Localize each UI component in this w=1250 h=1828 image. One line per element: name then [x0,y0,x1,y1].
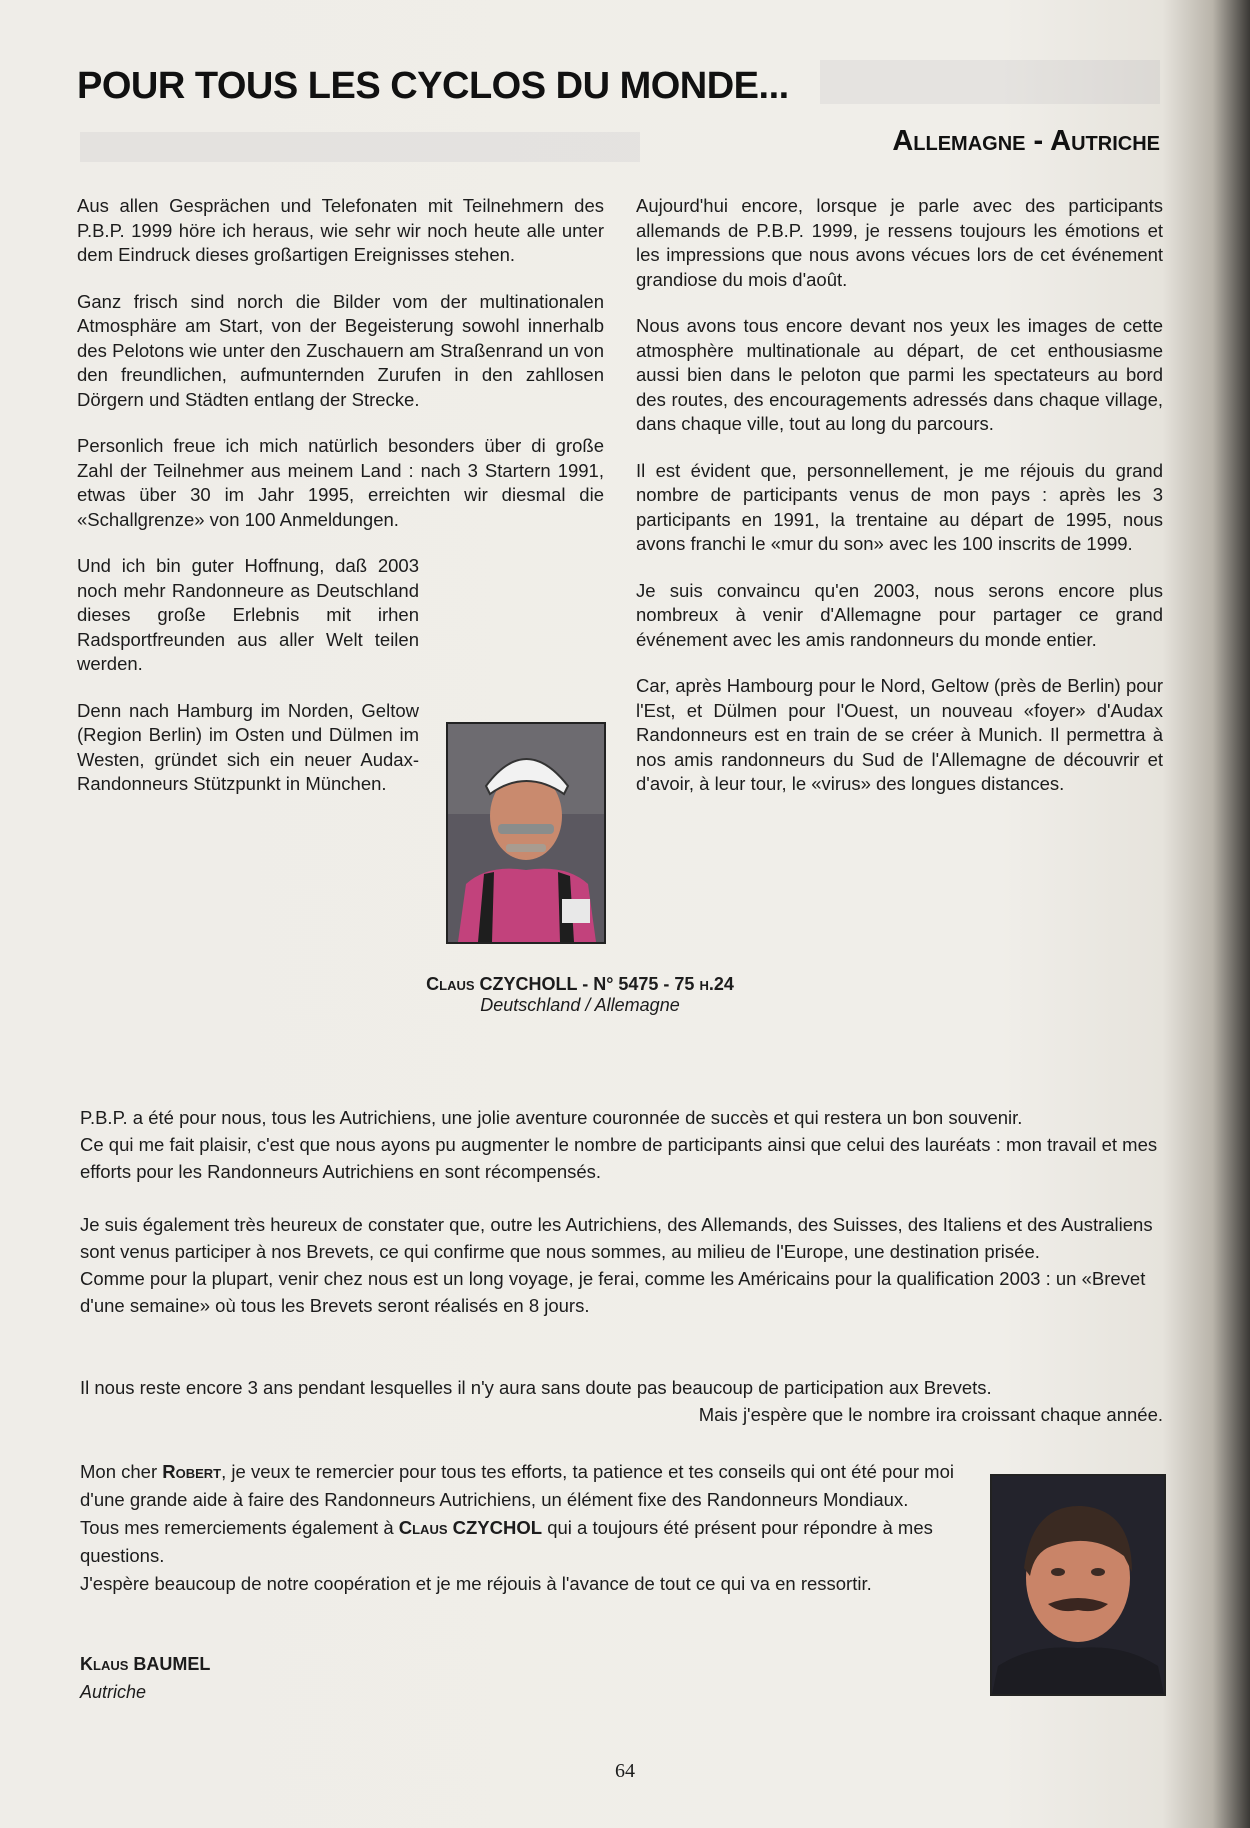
paragraph: Denn nach Hamburg im Norden, Geltow (Region Berlin) im Osten und Dülmen im Westen, gründet sich ein neuer Audax-Randonneurs Stützpunkt in München. [77,699,419,794]
austria-section [80,1374,1163,1428]
paragraph: Car, après Hambourg pour le Nord, Geltow (près de Berlin) pour l'Est, et Dülmen pour l'Ouest, un nouveau «foyer» d'Audax Randonneurs est en train de se créer à Munich. Il permettra à nos amis randonneurs du Sud de l'Allemagne de découvrir et d'avoir, à leur tour, le «virus» des longues distances. [636,675,1163,794]
paragraph: P.B.P. a été pour nous, tous les Autrichiens, une jolie aventure couronnée de succès et qui restera un bon souvenir. [80,1107,1023,1128]
text-run: , je veux te remercier pour tous tes efforts, ta patience et tes conseils qui ont été pour moi d'une grande aide à faire des Randonneurs Autrichiens, un élément fixe des Randonneurs Mondiaux. [80,1461,954,1510]
paragraph [80,1458,980,1514]
paragraph: Ganz frisch sind norch die Bilder vom der multinationalen Atmosphäre am Start, von der Begeisterung sowohl innerhalb des Pelotons wie unter den Zuschauern am Straßenrand un von den freundlichen, aufmunternden Zurufen in den zahllosen Dörgern und Städten entlang der Strecke. [77,290,604,410]
show-through-decoration [820,60,1160,104]
text-run: qui a toujours été présent pour répondre à mes questions. [80,1517,933,1566]
paragraph [80,1514,980,1570]
paragraph: Aus allen Gesprächen und Telefonaten mit Teilnehmern des P.B.P. 1999 höre ich heraus, wie sehr wir noch heute alle unter dem Eindruck dieses großartigen Ereignisses stehen. [77,195,604,265]
author-country: Deutschland / Allemagne [480,995,680,1015]
paragraph: Je suis également très heureux de constater que, outre les Autrichiens, des Allemands, des Suisses, des Italiens et des Australiens sont venus participer à nos Brevets, ce qui confirme que nous sommes, au milieu de l'Europe, une destination prisée. [80,1214,1153,1262]
name-robert: Robert [162,1461,222,1482]
show-through-decoration [80,132,640,162]
paragraph: Il nous reste encore 3 ans pendant lesquelles il n'y aura sans doute pas beaucoup de participation aux Brevets. [80,1377,992,1398]
paragraph: Je suis convaincu qu'en 2003, nous serons encore plus nombreux à venir d'Allemagne pour partager ce grand événement avec les amis randonneurs du monde entier. [636,579,1163,650]
paragraph: Comme pour la plupart, venir chez nous est un long voyage, je ferai, comme les Américains pour la qualification 2003 : un «Brevet d'une semaine» où tous les Brevets seront réalisés en 8 jours. [80,1268,1146,1316]
klaus-signature [80,1650,210,1706]
name-claus: Claus CZYCHOL [398,1517,543,1538]
man-portrait [992,1476,1164,1694]
author-country: Autriche [80,1682,147,1702]
author-name: Claus CZYCHOLL - N° 5475 - 75 h.24 [426,974,734,994]
claus-signature [360,974,800,1016]
paragraph: Mais j'espère que le nombre ira croissant chaque année. [698,1404,1163,1425]
paragraph: Il est évident que, personnellement, je me réjouis du grand nombre de participants venus de mon pays : après les 3 participants en 1991, la trentaine au départ de 1995, nous avons franchi le «mur du son» avec les 100 inscrits de 1999. [636,459,1163,554]
french-column [636,194,1163,819]
thanks-section [80,1458,980,1598]
cyclist-portrait [448,724,604,942]
paragraph: J'espère beaucoup de notre coopération et je me réjouis à l'avance de tout ce qui va en ressortir. [80,1573,872,1594]
paragraph: Personlich freue ich mich natürlich besonders über di große Zahl der Teilnehmer aus meinem Land : nach 3 Startern 1991, etwas über 30 im Jahr 1995, erreichten wir diesmal die «Schallgrenze» von 100 Anmeldungen. [77,435,604,530]
paragraph: Ce qui me fait plaisir, c'est que nous ayons pu augmenter le nombre de participants ainsi que celui des lauréats : mon travail et mes efforts pour les Randonneurs Autrichiens en sont récompensés. [80,1134,1158,1182]
paragraph: Nous avons tous encore devant nos yeux les images de cette atmosphère multinationale au départ, de cet enthousiasme aussi bien dans le peloton que parmi les spectateurs au bord des routes, des encouragements adressés dans chaque village, dans chaque ville, tout au long du parcours. [636,315,1163,434]
claus-photo [446,722,606,944]
text-run: Mon cher [80,1461,163,1482]
author-name: Klaus BAUMEL [80,1654,211,1674]
austria-section [80,1211,1163,1319]
paragraph: Und ich bin guter Hoffnung, daß 2003 noch mehr Randonneure as Deutschland dieses große Erlebnis mit irhen Radsportfreunden aus aller Welt teilen werden. [77,555,419,674]
text-run: Tous mes remerciements également à [80,1517,399,1538]
page-title: POUR TOUS LES CYCLOS DU MONDE... [77,65,789,107]
austria-section [80,1104,1163,1185]
klaus-photo [990,1474,1166,1696]
section-subtitle: Allemagne - Autriche [892,125,1160,157]
paragraph: Aujourd'hui encore, lorsque je parle avec des participants allemands de P.B.P. 1999, je ressens toujours les émotions et les impressions que nous avons vécues lors de cet événement grandiose du mois d'août. [636,195,1163,290]
page-number: 64 [615,1760,635,1782]
